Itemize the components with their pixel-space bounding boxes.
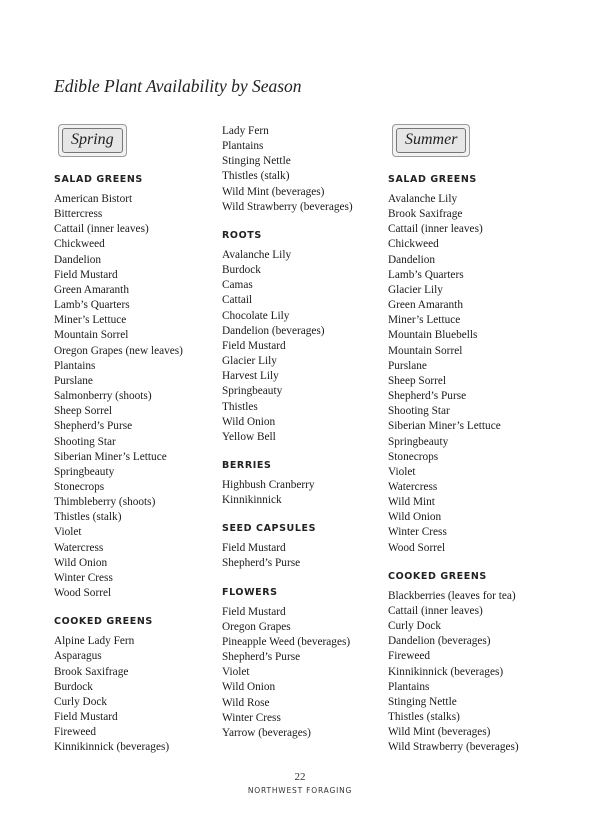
plant-item: Mountain Sorrel	[388, 344, 463, 357]
plant-item: Cattail	[222, 294, 253, 307]
plant-item: Kinnikinnick	[222, 494, 282, 507]
section-heading: ROOTS	[222, 229, 262, 241]
plant-item: Wild Onion	[222, 681, 276, 694]
plant-item: Salmonberry (shoots)	[54, 390, 152, 403]
section-heading: SALAD GREENS	[54, 174, 143, 185]
plant-item: Kinnikinnick (beverages)	[388, 665, 504, 678]
section-heading: SEED CAPSULES	[222, 523, 317, 535]
plant-section	[54, 173, 214, 601]
plant-item: Miner’s Lettuce	[388, 314, 461, 327]
season-label: Spring	[62, 128, 123, 153]
plant-item: Mountain Sorrel	[54, 329, 129, 342]
plant-item: Shepherd’s Purse	[54, 420, 133, 433]
plant-item: Blackberries (leaves for tea)	[388, 589, 516, 602]
plant-section	[222, 586, 382, 741]
column-spring-continued	[222, 124, 382, 755]
plant-item: Chickweed	[388, 238, 439, 251]
plant-item: Field Mustard	[222, 542, 286, 555]
plant-item: Burdock	[54, 680, 93, 693]
plant-item: Fireweed	[54, 726, 97, 739]
plant-item: Winter Cress	[222, 711, 281, 724]
plant-item: Springbeauty	[54, 465, 115, 478]
plant-item: Brook Saxifrage	[388, 208, 463, 221]
plant-item: Chocolate Lily	[222, 309, 290, 322]
plant-item: Pineapple Weed (beverages)	[222, 635, 351, 648]
book-title: NORTHWEST FORAGING	[247, 786, 353, 795]
plant-item: Kinnikinnick (beverages)	[54, 741, 170, 754]
plant-item: Sheep Sorrel	[54, 405, 113, 418]
plant-item: Winter Cress	[388, 526, 447, 539]
plant-item: Shepherd’s Purse	[388, 390, 467, 403]
plant-item: Shepherd’s Purse	[222, 557, 301, 570]
plant-item: Shooting Star	[388, 405, 450, 418]
plant-item: Purslane	[388, 359, 427, 372]
plant-item: Green Amaranth	[54, 283, 129, 296]
plant-item: Violet	[388, 465, 416, 478]
plant-item: Harvest Lily	[222, 370, 279, 383]
plant-item: Bittercress	[54, 208, 103, 221]
plant-item: Thistles (stalk)	[222, 170, 290, 183]
plant-item: Thistles (stalks)	[388, 711, 460, 723]
plant-item: Plantains	[54, 359, 96, 372]
plant-item: Wood Sorrel	[388, 541, 446, 554]
plant-item: Siberian Miner’s Lettuce	[54, 450, 167, 463]
plant-item: Dandelion	[388, 253, 436, 266]
plant-item: Curly Dock	[388, 620, 442, 633]
plant-section	[222, 229, 382, 445]
plant-item: Mountain Bluebells	[388, 329, 478, 342]
plant-section	[54, 615, 214, 755]
section-heading: COOKED GREENS	[54, 616, 153, 628]
plant-item: Lady Fern	[222, 125, 269, 137]
plant-item: Watercress	[54, 541, 104, 554]
plant-item: Dandelion (beverages)	[388, 635, 491, 648]
plant-section	[222, 459, 382, 508]
plant-item: Asparagus	[54, 650, 102, 663]
plant-item: Siberian Miner’s Lettuce	[388, 420, 501, 433]
plant-item: Avalanche Lily	[222, 248, 292, 261]
plant-item: Green Amaranth	[388, 299, 463, 312]
section-heading: BERRIES	[222, 459, 272, 471]
plant-item: Alpine Lady Fern	[54, 635, 135, 648]
plant-item: Winter Cress	[54, 571, 113, 584]
plant-item: Violet	[54, 526, 82, 539]
plant-item: Stinging Nettle	[388, 695, 457, 708]
plant-item: Camas	[222, 279, 253, 292]
season-label-box	[392, 124, 470, 157]
plant-item: Curly Dock	[54, 695, 108, 708]
plant-item: Field Mustard	[222, 605, 286, 618]
plant-item: Field Mustard	[54, 711, 118, 723]
plant-item: Cattail (inner leaves)	[388, 604, 483, 617]
section-heading: FLOWERS	[222, 586, 278, 598]
plant-item: Shooting Star	[54, 435, 116, 448]
plant-item: Stinging Nettle	[222, 155, 291, 168]
plant-item: Oregon Grapes (new leaves)	[54, 344, 183, 357]
plant-item: Cattail (inner leaves)	[54, 223, 149, 236]
plant-item: Plantains	[222, 140, 264, 153]
plant-item: Wild Onion	[222, 415, 276, 428]
plant-item: American Bistort	[54, 193, 133, 205]
column-summer	[388, 124, 558, 769]
plant-item: Highbush Cranberry	[222, 478, 315, 491]
plant-item: Miner’s Lettuce	[54, 314, 127, 327]
plant-item: Lamb’s Quarters	[388, 268, 464, 281]
plant-item: Field Mustard	[54, 268, 118, 281]
section-heading: COOKED GREENS	[388, 570, 487, 582]
plant-item: Sheep Sorrel	[388, 374, 447, 387]
page-number: 22	[294, 771, 306, 783]
plant-item: Wild Mint	[388, 496, 435, 509]
plant-item: Wood Sorrel	[54, 587, 112, 600]
plant-item: Glacier Lily	[388, 283, 443, 296]
plant-item: Wild Strawberry (beverages)	[388, 741, 519, 754]
plant-section	[222, 522, 382, 571]
plant-item: Lamb’s Quarters	[54, 299, 130, 312]
plant-item: Dandelion	[54, 253, 102, 266]
plant-item: Yellow Bell	[222, 430, 276, 443]
plant-item: Stonecrops	[54, 480, 105, 493]
plant-item: Springbeauty	[388, 435, 449, 448]
plant-item: Thimbleberry (shoots)	[54, 496, 156, 509]
column-spring	[54, 124, 214, 769]
plant-item: Wild Mint (beverages)	[388, 726, 491, 739]
plant-item: Shepherd’s Purse	[222, 651, 301, 664]
plant-item: Violet	[222, 666, 250, 679]
section-heading: SALAD GREENS	[388, 174, 477, 185]
plant-item: Stonecrops	[388, 450, 439, 463]
plant-item: Oregon Grapes	[222, 620, 291, 633]
plant-item: Plantains	[388, 680, 430, 693]
plant-item: Chickweed	[54, 238, 105, 251]
plant-item: Thistles (stalk)	[54, 511, 122, 524]
season-label-box	[58, 124, 127, 157]
plant-item: Watercress	[388, 480, 438, 493]
plant-item: Purslane	[54, 374, 93, 387]
plant-item: Cattail (inner leaves)	[388, 223, 483, 236]
plant-item: Wild Mint (beverages)	[222, 185, 325, 198]
plant-section	[388, 570, 558, 756]
plant-item: Thistles	[222, 400, 258, 413]
plant-item: Dandelion (beverages)	[222, 324, 325, 337]
plant-item: Fireweed	[388, 650, 431, 663]
season-label: Summer	[396, 128, 466, 153]
plant-section	[222, 124, 382, 215]
plant-item: Field Mustard	[222, 339, 286, 352]
plant-item: Glacier Lily	[222, 355, 277, 368]
plant-item: Brook Saxifrage	[54, 665, 129, 678]
plant-item: Wild Onion	[388, 511, 442, 524]
plant-item: Wild Strawberry (beverages)	[222, 200, 353, 213]
plant-item: Wild Onion	[54, 556, 108, 569]
plant-item: Wild Rose	[222, 696, 270, 709]
plant-item: Yarrow (beverages)	[222, 726, 311, 739]
page-title: Edible Plant Availability by Season	[54, 76, 302, 96]
plant-item: Avalanche Lily	[388, 193, 458, 205]
plant-section	[388, 173, 558, 556]
plant-item: Springbeauty	[222, 385, 283, 398]
plant-item: Burdock	[222, 264, 261, 277]
